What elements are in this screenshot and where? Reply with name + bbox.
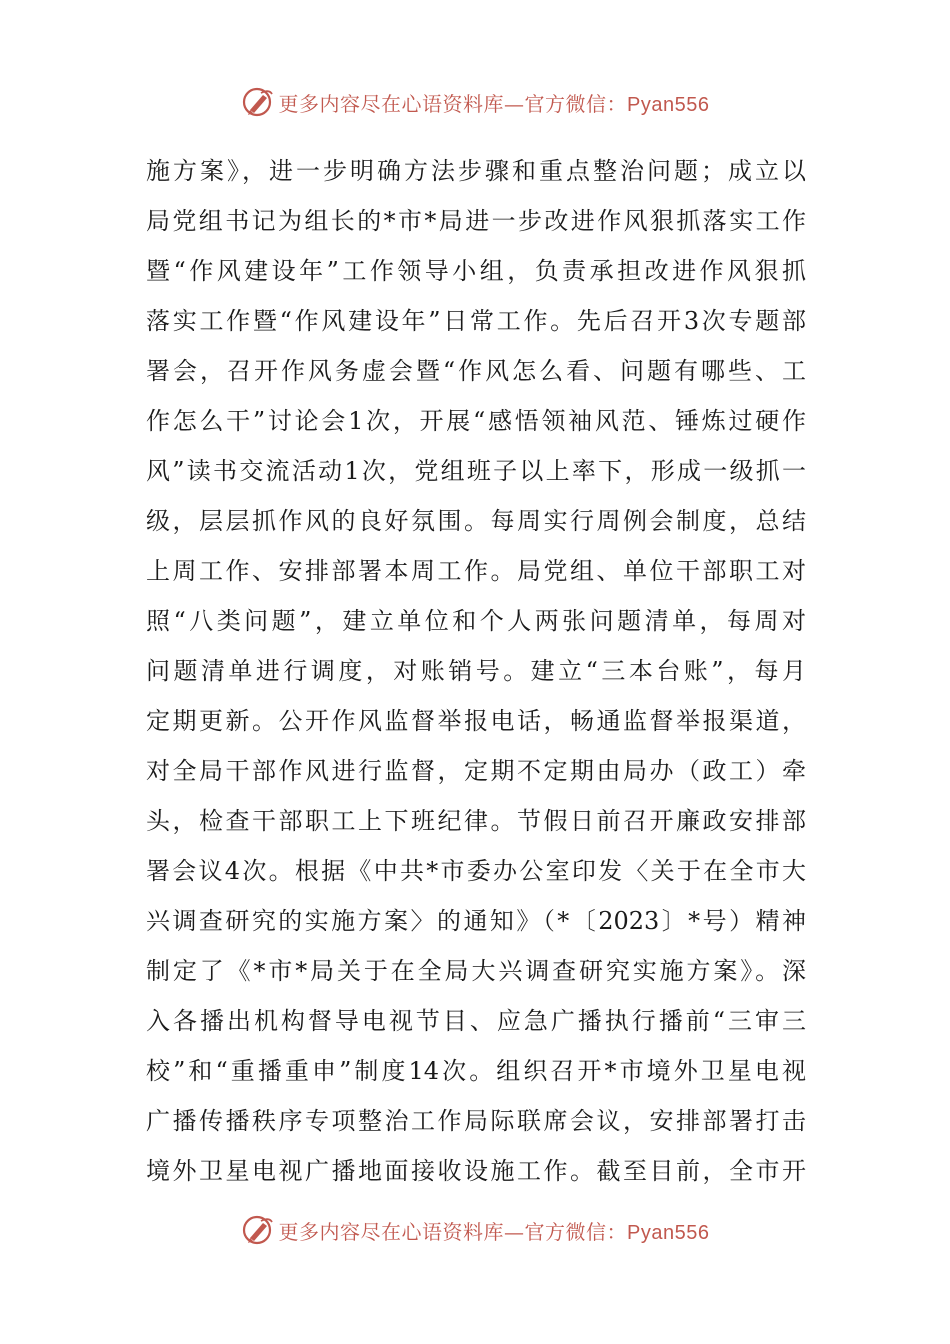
- footer-banner-handle: Pyan556: [627, 1221, 710, 1244]
- text-line: 制定了《*市*局关于在全局大兴调查研究实施方案》。深: [146, 957, 806, 985]
- text-line: 对全局干部作风进行监督，定期不定期由局办（政工）牵: [146, 757, 806, 785]
- text-line: 上周工作、安排部署本周工作。局党组、单位干部职工对: [146, 557, 806, 585]
- text-line: 署会，召开作风务虚会暨“作风怎么看、问题有哪些、工: [146, 357, 806, 385]
- text-line: 入各播出机构督导电视节目、应急广播执行播前“三审三: [146, 1007, 806, 1035]
- text-line: 落实工作暨“作风建设年”日常工作。先后召开3次专题部: [146, 307, 806, 335]
- text-line: 广播传播秩序专项整治工作局际联席会议，安排部署打击: [146, 1107, 806, 1135]
- header-banner-text: [279, 88, 710, 117]
- text-line: 境外卫星电视广播地面接收设施工作。截至目前，全市开: [146, 1157, 806, 1185]
- document-body: [146, 146, 806, 1196]
- footer-banner-label: 更多内容尽在心语资料库—官方微信：: [278, 1219, 628, 1244]
- text-line: 风”读书交流活动1次，党组班子以上率下，形成一级抓一: [146, 457, 806, 485]
- header-banner: [0, 82, 950, 122]
- text-line: 作怎么干”讨论会1次，开展“感悟领袖风范、锤炼过硬作: [146, 407, 806, 435]
- text-line: 暨“作风建设年”工作领导小组，负责承担改进作风狠抓: [146, 257, 806, 285]
- footer-banner: [0, 1210, 950, 1250]
- text-line: 定期更新。公开作风监督举报电话，畅通监督举报渠道，: [146, 707, 806, 735]
- text-line: 局党组书记为组长的*市*局进一步改进作风狠抓落实工作: [146, 207, 806, 235]
- text-line: 级，层层抓作风的良好氛围。每周实行周例会制度，总结: [146, 507, 806, 535]
- text-line: 署会议4次。根据《中共*市委办公室印发〈关于在全市大: [146, 857, 806, 885]
- header-banner-label: 更多内容尽在心语资料库—官方微信：: [278, 91, 628, 116]
- text-line: 头，检查干部职工上下班纪律。节假日前召开廉政安排部: [146, 807, 806, 835]
- text-line: 问题清单进行调度，对账销号。建立“三本台账”，每月: [146, 657, 806, 685]
- text-line: 校”和“重播重申”制度14次。组织召开*市境外卫星电视: [146, 1057, 806, 1085]
- pen-logo-icon: [241, 1213, 275, 1247]
- header-banner-handle: Pyan556: [627, 93, 710, 116]
- text-line: 照“八类问题”，建立单位和个人两张问题清单，每周对: [146, 607, 806, 635]
- text-line: 施方案》，进一步明确方法步骤和重点整治问题；成立以: [146, 157, 806, 185]
- text-line: 兴调查研究的实施方案〉的通知》（*〔2023〕*号）精神: [146, 907, 806, 935]
- pen-logo-icon: [241, 85, 275, 119]
- footer-banner-text: [279, 1216, 710, 1245]
